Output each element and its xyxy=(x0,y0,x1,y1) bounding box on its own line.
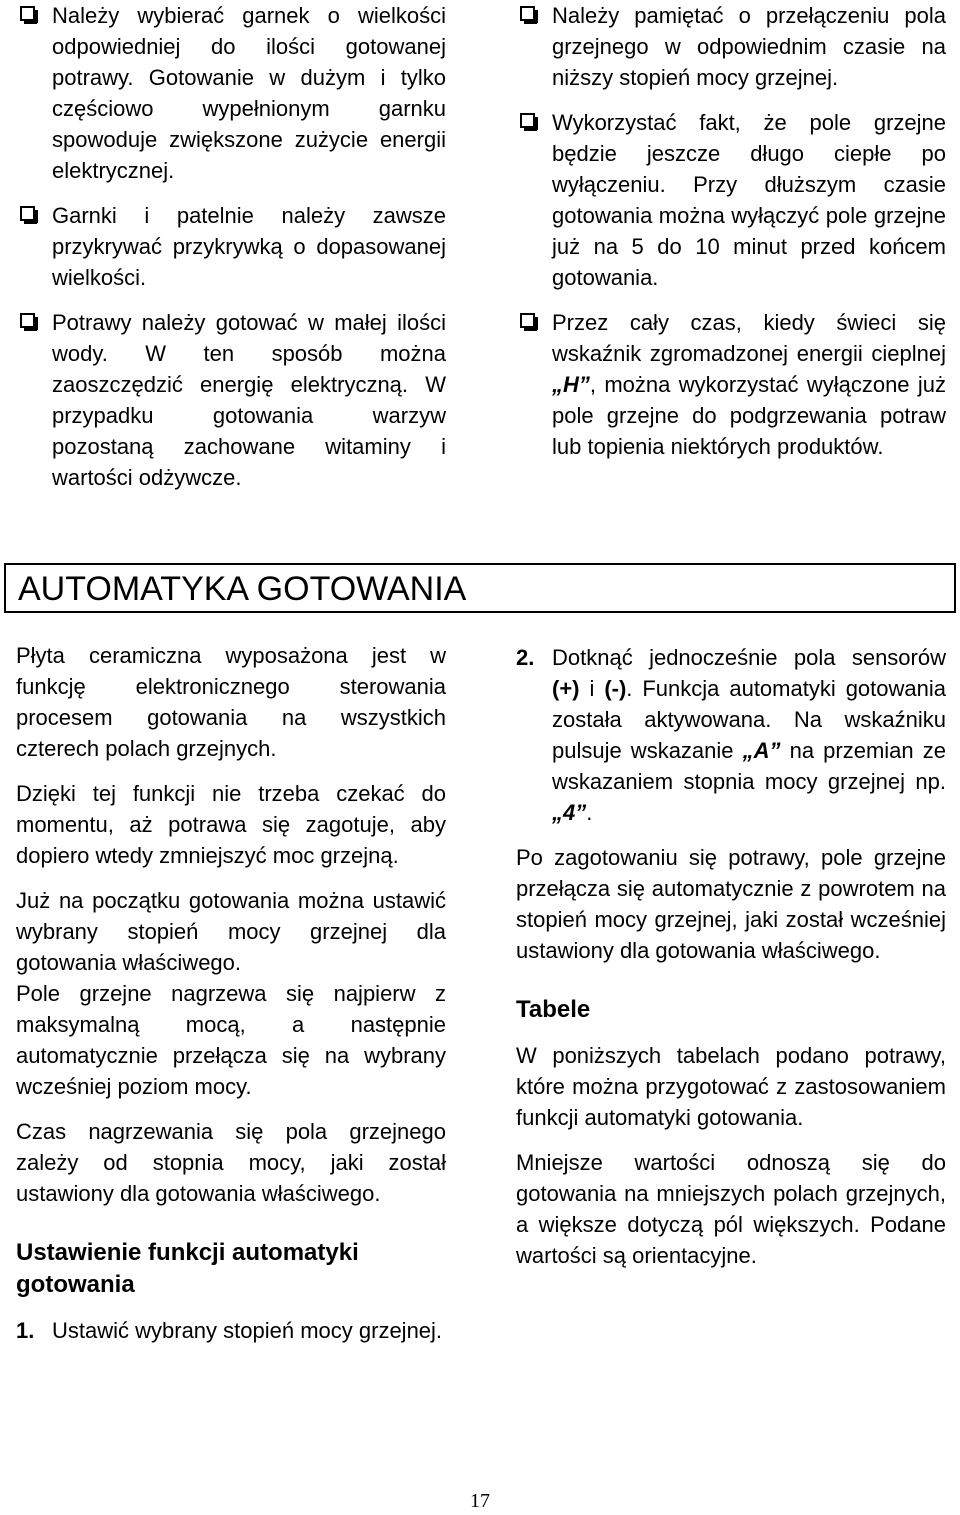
display-glyph-h: „H” xyxy=(552,372,590,397)
list-item: Garnki i patelnie należy zawsze przykrywać przykrywką o dopasowanej wielkości. xyxy=(16,200,446,293)
top-left-column xyxy=(16,0,446,507)
sensor-plus: (+) xyxy=(552,676,580,701)
bottom-left-column xyxy=(16,640,446,1360)
checkbox-bullet-icon xyxy=(20,206,35,221)
paragraph: Czas nagrzewania się pola grzejnego zależy od stopnia mocy, jaki został ustawiony dla gotowania właściwego. xyxy=(16,1119,446,1206)
step-item: 2. Dotknąć jednocześnie pola sensorów (+) i (-). Funkcja automatyki gotowania została aktywowana. Na wskaźniku pulsuje wskazanie „A” na przemian ze wskazaniem stopnia mocy grzejnej np. „4”. xyxy=(516,642,946,828)
list-item: Przez cały czas, kiedy świeci się wskaźnik zgromadzonej energii cieplnej „H”, można wykorzystać wyłączone już pole grzejne do podgrzewania potraw lub topienia niektórych produktów. xyxy=(516,307,946,462)
checkbox-bullet-icon xyxy=(20,313,35,328)
subheading-setup: Ustawienie funkcji automatyki gotowania xyxy=(16,1239,359,1298)
checkbox-bullet-icon xyxy=(520,113,535,128)
checkbox-bullet-icon xyxy=(20,6,35,21)
list-item: Potrawy należy gotować w małej ilości wody. W ten sposób można zaoszczędzić energię elektryczną. W przypadku gotowania warzyw pozostaną zachowane witaminy i wartości odżywcze. xyxy=(16,307,446,493)
paragraph: Już na początku gotowania można ustawić wybrany stopień mocy grzejnej dla gotowania właściwego. xyxy=(16,888,446,975)
list-item: Należy pamiętać o przełączeniu pola grzejnego w odpowiednim czasie na niższy stopień mocy grzejnej. xyxy=(516,0,946,93)
list-item: Należy wybierać garnek o wielkości odpowiedniej do ilości gotowanej potrawy. Gotowanie w dużym i tylko częściowo wypełnionym garnku spowoduje zwiększone zużycie energii elektrycznej. xyxy=(16,0,446,186)
checkbox-bullet-icon xyxy=(520,6,535,21)
paragraph: Płyta ceramiczna wyposażona jest w funkcję elektronicznego sterowania procesem gotowania na wszystkich czterech polach grzejnych. xyxy=(16,643,446,761)
page-number: 17 xyxy=(470,1490,490,1512)
paragraph: W poniższych tabelach podano potrawy, które można przygotować z zastosowaniem funkcji automatyki gotowania. xyxy=(516,1043,946,1130)
step-number: 2. xyxy=(516,645,535,670)
top-right-column xyxy=(516,0,946,476)
sensor-minus: (-) xyxy=(604,676,627,701)
subheading-tables: Tabele xyxy=(516,996,591,1023)
list-item: Wykorzystać fakt, że pole grzejne będzie jeszcze długo ciepłe po wyłączeniu. Przy dłuższym czasie gotowania można wyłączyć pole grzejne już na 5 do 10 minut przed końcem gotowania. xyxy=(516,107,946,293)
paragraph: Pole grzejne nagrzewa się najpierw z maksymalną mocą, a następnie automatycznie przełącza się na wybrany wcześniej poziom mocy. xyxy=(16,981,446,1099)
checkbox-bullet-icon xyxy=(520,313,535,328)
paragraph: Dzięki tej funkcji nie trzeba czekać do momentu, aż potrawa się zagotuje, aby dopiero wtedy zmniejszyć moc grzejną. xyxy=(16,781,446,868)
section-title: AUTOMATYKA GOTOWANIA xyxy=(4,563,956,613)
step-item: 1. Ustawić wybrany stopień mocy grzejnej. xyxy=(16,1315,446,1346)
paragraph: Po zagotowaniu się potrawy, pole grzejne przełącza się automatycznie z powrotem na stopień mocy grzejnej, jaki został wcześniej ustawiony dla gotowania właściwego. xyxy=(516,845,946,963)
bottom-right-column xyxy=(516,642,946,1285)
display-glyph-4: „4” xyxy=(552,800,587,825)
display-glyph-a: „A” xyxy=(742,738,781,763)
step-number: 1. xyxy=(16,1318,35,1343)
paragraph: Mniejsze wartości odnoszą się do gotowania na mniejszych polach grzejnych, a większe dotyczą pól większych. Podane wartości są orientacyjne. xyxy=(516,1150,946,1268)
